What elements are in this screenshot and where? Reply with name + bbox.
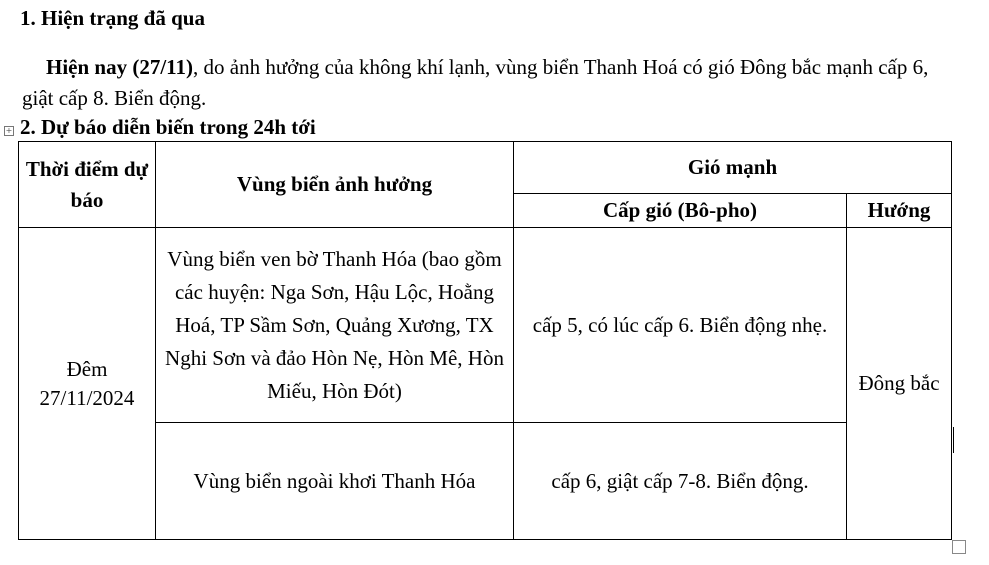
header-wind-group: Gió mạnh (514, 142, 952, 194)
forecast-time: Đêm 27/11/2024 (19, 228, 156, 540)
table-row (19, 228, 952, 423)
current-status-body: , do ảnh hưởng của không khí lạnh, vùng biển Thanh Hoá có gió Đông bắc mạnh cấp 6, giật cấp 8. Biển động. (22, 55, 929, 110)
area-cell: Vùng biển ven bờ Thanh Hóa (bao gồm các huyện: Nga Sơn, Hậu Lộc, Hoằng Hoá, TP Sầm Sơn, Quảng Xương, TX Nghi Sơn và đảo Hòn Nẹ, Hòn Mê, Hòn Miếu, Hòn Đót) (156, 228, 514, 423)
table-resize-handle-icon[interactable] (952, 540, 966, 554)
text-caret (953, 427, 954, 453)
table-move-handle-icon[interactable]: + (5, 126, 13, 135)
area-cell: Vùng biển ngoài khơi Thanh Hóa (156, 423, 514, 540)
current-status-paragraph (22, 52, 952, 114)
current-status-lead: Hiện nay (27/11) (46, 55, 194, 79)
wind-level-cell: cấp 6, giật cấp 7-8. Biển động. (514, 423, 847, 540)
header-area: Vùng biển ảnh hưởng (156, 142, 514, 228)
header-wind-direction: Hướng (847, 194, 952, 228)
wind-direction-cell: Đông bắc (847, 228, 952, 540)
header-time: Thời điểm dự báo (19, 142, 156, 228)
forecast-table (18, 141, 952, 540)
section-1-heading: 1. Hiện trạng đã qua (20, 6, 205, 30)
table-row (19, 423, 952, 540)
section-2-heading: 2. Dự báo diễn biến trong 24h tới (20, 115, 316, 139)
header-wind-level: Cấp gió (Bô-pho) (514, 194, 847, 228)
wind-level-cell: cấp 5, có lúc cấp 6. Biển động nhẹ. (514, 228, 847, 423)
